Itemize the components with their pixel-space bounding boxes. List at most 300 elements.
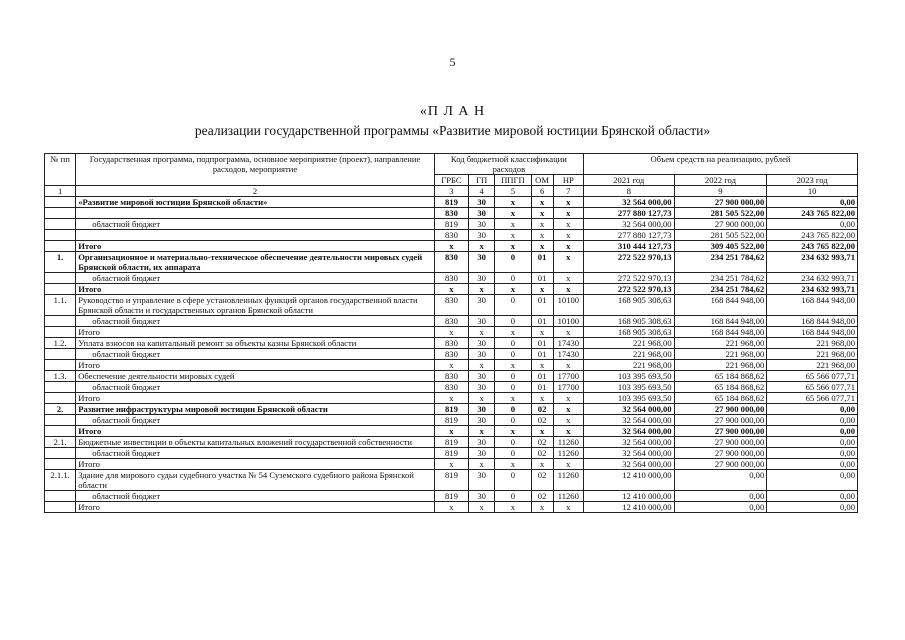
table-row (45, 230, 858, 241)
cell-np: 17700 (553, 382, 583, 393)
cell-2022: 234 251 784,62 (674, 284, 767, 295)
cell-ppgp: х (495, 327, 531, 338)
cell-2021: 32 564 000,00 (583, 197, 674, 208)
row-name: областной бюджет (76, 382, 435, 393)
row-name: Бюджетные инвестиции в объекты капитальных вложений государственной собственности (76, 437, 435, 448)
cell-2021: 103 395 693,50 (583, 393, 674, 404)
cell-grbs: х (434, 426, 468, 437)
table-row (45, 252, 858, 273)
row-number (45, 448, 76, 459)
header-np: НР (553, 175, 583, 186)
cell-2021: 221 968,00 (583, 338, 674, 349)
table-row (45, 284, 858, 295)
row-name: областной бюджет (76, 349, 435, 360)
cell-grbs: х (434, 502, 468, 513)
cell-grbs: 819 (434, 219, 468, 230)
cell-ppgp: х (495, 219, 531, 230)
header-volume: Объем средств на реализацию, рублей (583, 154, 857, 175)
cell-grbs: 830 (434, 371, 468, 382)
cell-np: 11260 (553, 448, 583, 459)
cell-2021: 168 905 308,63 (583, 327, 674, 338)
cell-np: х (553, 252, 583, 273)
row-name: Итого (76, 426, 435, 437)
cell-2021: 32 564 000,00 (583, 437, 674, 448)
cell-gp: х (469, 393, 495, 404)
cell-np: 10100 (553, 316, 583, 327)
cell-2022: 27 900 000,00 (674, 415, 767, 426)
cell-2023: 0,00 (767, 426, 858, 437)
row-number (45, 208, 76, 219)
cell-2023: 0,00 (767, 219, 858, 230)
cell-om: 01 (531, 316, 553, 327)
cell-np: х (553, 230, 583, 241)
cell-gp: х (469, 284, 495, 295)
cell-gp: 30 (469, 371, 495, 382)
cell-gp: 30 (469, 470, 495, 491)
cell-2022: 309 405 522,00 (674, 241, 767, 252)
cell-ppgp: х (495, 241, 531, 252)
cell-gp: х (469, 426, 495, 437)
table-row (45, 219, 858, 230)
row-name: областной бюджет (76, 273, 435, 284)
cell-np: х (553, 360, 583, 371)
cell-gp: 30 (469, 415, 495, 426)
cell-grbs: 819 (434, 415, 468, 426)
row-name: областной бюджет (76, 491, 435, 502)
cell-2022: 27 900 000,00 (674, 459, 767, 470)
cell-ppgp: х (495, 459, 531, 470)
cell-np: х (553, 208, 583, 219)
cell-2021: 277 880 127,73 (583, 230, 674, 241)
row-name: Итого (76, 502, 435, 513)
row-number: 2. (45, 404, 76, 415)
cell-ppgp: 0 (495, 338, 531, 349)
cell-ppgp: 0 (495, 382, 531, 393)
cell-grbs: х (434, 284, 468, 295)
cell-2023: 221 968,00 (767, 338, 858, 349)
cell-grbs: 830 (434, 208, 468, 219)
cell-2023: 243 765 822,00 (767, 208, 858, 219)
row-number: 1. (45, 252, 76, 273)
colnum: 9 (674, 186, 767, 197)
cell-om: 01 (531, 371, 553, 382)
cell-2021: 272 522 970,13 (583, 273, 674, 284)
colnum: 4 (469, 186, 495, 197)
cell-gp: 30 (469, 491, 495, 502)
cell-2022: 27 900 000,00 (674, 426, 767, 437)
cell-np: х (553, 219, 583, 230)
table-row (45, 197, 858, 208)
table-row (45, 338, 858, 349)
header-2021: 2021 год (583, 175, 674, 186)
cell-2023: 234 632 993,71 (767, 252, 858, 273)
cell-2022: 0,00 (674, 491, 767, 502)
row-number: 2.1.1. (45, 470, 76, 491)
row-number (45, 393, 76, 404)
cell-ppgp: 0 (495, 295, 531, 316)
cell-np: х (553, 404, 583, 415)
cell-2023: 168 844 948,00 (767, 295, 858, 316)
cell-2023: 65 566 077,71 (767, 382, 858, 393)
cell-ppgp: 0 (495, 252, 531, 273)
cell-grbs: 830 (434, 349, 468, 360)
cell-om: 01 (531, 295, 553, 316)
cell-2021: 168 905 308,63 (583, 316, 674, 327)
header-om: ОМ (531, 175, 553, 186)
row-name: Итого (76, 393, 435, 404)
cell-np: х (553, 393, 583, 404)
cell-np: 17430 (553, 349, 583, 360)
cell-2022: 27 900 000,00 (674, 197, 767, 208)
header-kbk: Код бюджетной классификации расходов (434, 154, 583, 175)
row-name: Итого (76, 360, 435, 371)
row-name: Итого (76, 327, 435, 338)
cell-om: х (531, 208, 553, 219)
header-grbs: ГРБС (434, 175, 468, 186)
cell-np: 11260 (553, 491, 583, 502)
cell-ppgp: 0 (495, 273, 531, 284)
row-number (45, 327, 76, 338)
cell-grbs: х (434, 241, 468, 252)
cell-2021: 310 444 127,73 (583, 241, 674, 252)
cell-2023: 0,00 (767, 448, 858, 459)
row-number (45, 230, 76, 241)
cell-gp: 30 (469, 349, 495, 360)
row-number (45, 415, 76, 426)
row-name: Руководство и управление в сфере установленных функций органов государственной власти Брянской области и государственных органов Брянской области (76, 295, 435, 316)
colnum: 10 (767, 186, 858, 197)
cell-np: х (553, 327, 583, 338)
table-row (45, 393, 858, 404)
cell-grbs: х (434, 360, 468, 371)
cell-2021: 12 410 000,00 (583, 502, 674, 513)
cell-2022: 27 900 000,00 (674, 404, 767, 415)
row-number (45, 273, 76, 284)
cell-ppgp: 0 (495, 316, 531, 327)
row-name: областной бюджет (76, 219, 435, 230)
cell-np: 11260 (553, 437, 583, 448)
cell-2023: 0,00 (767, 470, 858, 491)
cell-ppgp: х (495, 426, 531, 437)
page-number: 5 (449, 55, 456, 69)
cell-2021: 221 968,00 (583, 349, 674, 360)
row-number (45, 316, 76, 327)
cell-grbs: 819 (434, 491, 468, 502)
cell-2023: 0,00 (767, 197, 858, 208)
cell-om: х (531, 393, 553, 404)
cell-np: 11260 (553, 470, 583, 491)
cell-2021: 32 564 000,00 (583, 426, 674, 437)
cell-gp: 30 (469, 448, 495, 459)
cell-om: 01 (531, 349, 553, 360)
document-title: «П Л А Н (419, 104, 486, 119)
cell-2021: 168 905 308,63 (583, 295, 674, 316)
row-number (45, 426, 76, 437)
cell-gp: 30 (469, 295, 495, 316)
cell-2023: 0,00 (767, 491, 858, 502)
row-number: 1.2. (45, 338, 76, 349)
cell-2021: 32 564 000,00 (583, 448, 674, 459)
plan-table (44, 153, 858, 513)
cell-2021: 221 968,00 (583, 360, 674, 371)
cell-om: х (531, 241, 553, 252)
cell-2023: 65 566 077,71 (767, 371, 858, 382)
cell-2022: 65 184 868,62 (674, 371, 767, 382)
cell-2023: 243 765 822,00 (767, 241, 858, 252)
cell-2022: 168 844 948,00 (674, 316, 767, 327)
table-row (45, 371, 858, 382)
cell-np: х (553, 459, 583, 470)
cell-om: 02 (531, 415, 553, 426)
cell-grbs: 830 (434, 273, 468, 284)
cell-ppgp: х (495, 502, 531, 513)
cell-np: х (553, 502, 583, 513)
row-number (45, 349, 76, 360)
cell-om: х (531, 219, 553, 230)
row-name (76, 230, 435, 241)
cell-gp: 30 (469, 437, 495, 448)
cell-grbs: х (434, 393, 468, 404)
row-number: 2.1. (45, 437, 76, 448)
cell-ppgp: 0 (495, 491, 531, 502)
cell-om: 02 (531, 470, 553, 491)
row-number (45, 502, 76, 513)
cell-2022: 281 505 522,00 (674, 230, 767, 241)
cell-ppgp: 0 (495, 470, 531, 491)
table-row (45, 316, 858, 327)
cell-grbs: 819 (434, 470, 468, 491)
cell-om: 01 (531, 338, 553, 349)
cell-ppgp: 0 (495, 349, 531, 360)
cell-2021: 12 410 000,00 (583, 491, 674, 502)
cell-2022: 281 505 522,00 (674, 208, 767, 219)
cell-2022: 65 184 868,62 (674, 393, 767, 404)
cell-2023: 0,00 (767, 502, 858, 513)
row-number (45, 360, 76, 371)
cell-ppgp: х (495, 360, 531, 371)
cell-2023: 221 968,00 (767, 349, 858, 360)
cell-2023: 0,00 (767, 404, 858, 415)
cell-2022: 221 968,00 (674, 360, 767, 371)
row-name: Обеспечение деятельности мировых судей (76, 371, 435, 382)
cell-2023: 221 968,00 (767, 360, 858, 371)
cell-ppgp: 0 (495, 371, 531, 382)
table-row (45, 404, 858, 415)
row-number (45, 491, 76, 502)
cell-grbs: 830 (434, 230, 468, 241)
header-ppgp: ППГП (495, 175, 531, 186)
colnum: 5 (495, 186, 531, 197)
cell-gp: 30 (469, 252, 495, 273)
row-name: областной бюджет (76, 415, 435, 426)
row-name: областной бюджет (76, 448, 435, 459)
cell-om: 02 (531, 448, 553, 459)
cell-np: х (553, 426, 583, 437)
table-row (45, 470, 858, 491)
cell-om: х (531, 284, 553, 295)
cell-2021: 103 395 693,50 (583, 371, 674, 382)
row-name: Организационное и материально-техническое обеспечение деятельности мировых судей Брянской области, их аппарата (76, 252, 435, 273)
cell-grbs: 819 (434, 448, 468, 459)
cell-om: 02 (531, 437, 553, 448)
cell-grbs: 819 (434, 197, 468, 208)
cell-om: х (531, 197, 553, 208)
cell-gp: 30 (469, 382, 495, 393)
cell-grbs: х (434, 327, 468, 338)
cell-2022: 234 251 784,62 (674, 252, 767, 273)
row-number: 1.3. (45, 371, 76, 382)
cell-ppgp: х (495, 393, 531, 404)
cell-om: 01 (531, 273, 553, 284)
row-name: Развитие инфраструктуры мировой юстиции Брянской области (76, 404, 435, 415)
row-number (45, 241, 76, 252)
cell-2022: 27 900 000,00 (674, 219, 767, 230)
cell-2022: 234 251 784,62 (674, 273, 767, 284)
cell-ppgp: 0 (495, 404, 531, 415)
cell-2021: 272 522 970,13 (583, 284, 674, 295)
cell-np: х (553, 415, 583, 426)
cell-2022: 221 968,00 (674, 349, 767, 360)
cell-gp: 30 (469, 197, 495, 208)
cell-gp: 30 (469, 316, 495, 327)
cell-grbs: 830 (434, 316, 468, 327)
colnum: 1 (45, 186, 76, 197)
row-name: Уплата взносов на капитальный ремонт за объекты казны Брянской области (76, 338, 435, 349)
cell-np: 10100 (553, 295, 583, 316)
cell-2021: 272 522 970,13 (583, 252, 674, 273)
cell-2022: 0,00 (674, 470, 767, 491)
cell-np: 17430 (553, 338, 583, 349)
cell-2023: 65 566 077,71 (767, 393, 858, 404)
header-name: Государственная программа, подпрограмма, основное мероприятие (проект), направление расходов, мероприятие (76, 154, 435, 186)
cell-gp: 30 (469, 208, 495, 219)
cell-ppgp: х (495, 284, 531, 295)
cell-2022: 168 844 948,00 (674, 295, 767, 316)
cell-gp: х (469, 502, 495, 513)
table-row (45, 448, 858, 459)
cell-2023: 0,00 (767, 415, 858, 426)
cell-grbs: х (434, 459, 468, 470)
column-number-row (45, 186, 858, 197)
cell-2022: 0,00 (674, 502, 767, 513)
row-name: «Развитие мировой юстиции Брянской области» (76, 197, 435, 208)
cell-gp: 30 (469, 230, 495, 241)
colnum: 2 (76, 186, 435, 197)
row-number (45, 284, 76, 295)
row-name: Итого (76, 284, 435, 295)
cell-gp: х (469, 241, 495, 252)
document-subtitle: реализации государственной программы «Развитие мировой юстиции Брянской области» (194, 123, 711, 138)
table-row (45, 502, 858, 513)
row-name (76, 208, 435, 219)
cell-ppgp: х (495, 208, 531, 219)
cell-om: 01 (531, 382, 553, 393)
cell-np: 17700 (553, 371, 583, 382)
row-number (45, 459, 76, 470)
cell-grbs: 830 (434, 338, 468, 349)
table-row (45, 437, 858, 448)
table-row (45, 491, 858, 502)
cell-2021: 32 564 000,00 (583, 415, 674, 426)
cell-2021: 12 410 000,00 (583, 470, 674, 491)
cell-2022: 221 968,00 (674, 338, 767, 349)
cell-grbs: 830 (434, 382, 468, 393)
cell-2023: 243 765 822,00 (767, 230, 858, 241)
row-number (45, 197, 76, 208)
cell-2022: 168 844 948,00 (674, 327, 767, 338)
header-2023: 2023 год (767, 175, 858, 186)
cell-om: х (531, 230, 553, 241)
cell-grbs: 819 (434, 437, 468, 448)
cell-gp: х (469, 360, 495, 371)
row-name: Здание для мирового судьи судебного участка № 54 Суземского судебного района Брянской области (76, 470, 435, 491)
cell-2021: 32 564 000,00 (583, 219, 674, 230)
cell-np: х (553, 241, 583, 252)
cell-np: х (553, 273, 583, 284)
cell-2023: 234 632 993,71 (767, 273, 858, 284)
cell-gp: х (469, 327, 495, 338)
cell-2023: 168 844 948,00 (767, 327, 858, 338)
header-2022: 2022 год (674, 175, 767, 186)
cell-np: х (553, 284, 583, 295)
cell-grbs: 830 (434, 295, 468, 316)
cell-om: 02 (531, 404, 553, 415)
colnum: 7 (553, 186, 583, 197)
table-row (45, 273, 858, 284)
row-name: областной бюджет (76, 316, 435, 327)
cell-om: х (531, 360, 553, 371)
cell-gp: 30 (469, 338, 495, 349)
cell-2023: 0,00 (767, 459, 858, 470)
cell-grbs: 830 (434, 252, 468, 273)
header-num: № пп (45, 154, 76, 186)
table-row (45, 382, 858, 393)
table-row (45, 241, 858, 252)
cell-ppgp: х (495, 230, 531, 241)
row-name: Итого (76, 459, 435, 470)
cell-2022: 27 900 000,00 (674, 448, 767, 459)
cell-np: х (553, 197, 583, 208)
table-row (45, 349, 858, 360)
cell-ppgp: 0 (495, 448, 531, 459)
table-row (45, 426, 858, 437)
row-number (45, 219, 76, 230)
cell-ppgp: 0 (495, 437, 531, 448)
table-row (45, 327, 858, 338)
cell-gp: 30 (469, 219, 495, 230)
table-row (45, 208, 858, 219)
cell-om: 01 (531, 252, 553, 273)
cell-gp: х (469, 459, 495, 470)
cell-om: х (531, 459, 553, 470)
cell-2023: 0,00 (767, 437, 858, 448)
table-row (45, 295, 858, 316)
cell-2021: 277 880 127,73 (583, 208, 674, 219)
cell-2021: 103 395 693,50 (583, 382, 674, 393)
colnum: 3 (434, 186, 468, 197)
colnum: 8 (583, 186, 674, 197)
cell-grbs: 819 (434, 404, 468, 415)
table-row (45, 360, 858, 371)
table-row (45, 459, 858, 470)
cell-2022: 65 184 868,62 (674, 382, 767, 393)
row-number (45, 382, 76, 393)
cell-ppgp: 0 (495, 415, 531, 426)
cell-2022: 27 900 000,00 (674, 437, 767, 448)
cell-2021: 32 564 000,00 (583, 404, 674, 415)
cell-om: х (531, 426, 553, 437)
cell-om: х (531, 327, 553, 338)
